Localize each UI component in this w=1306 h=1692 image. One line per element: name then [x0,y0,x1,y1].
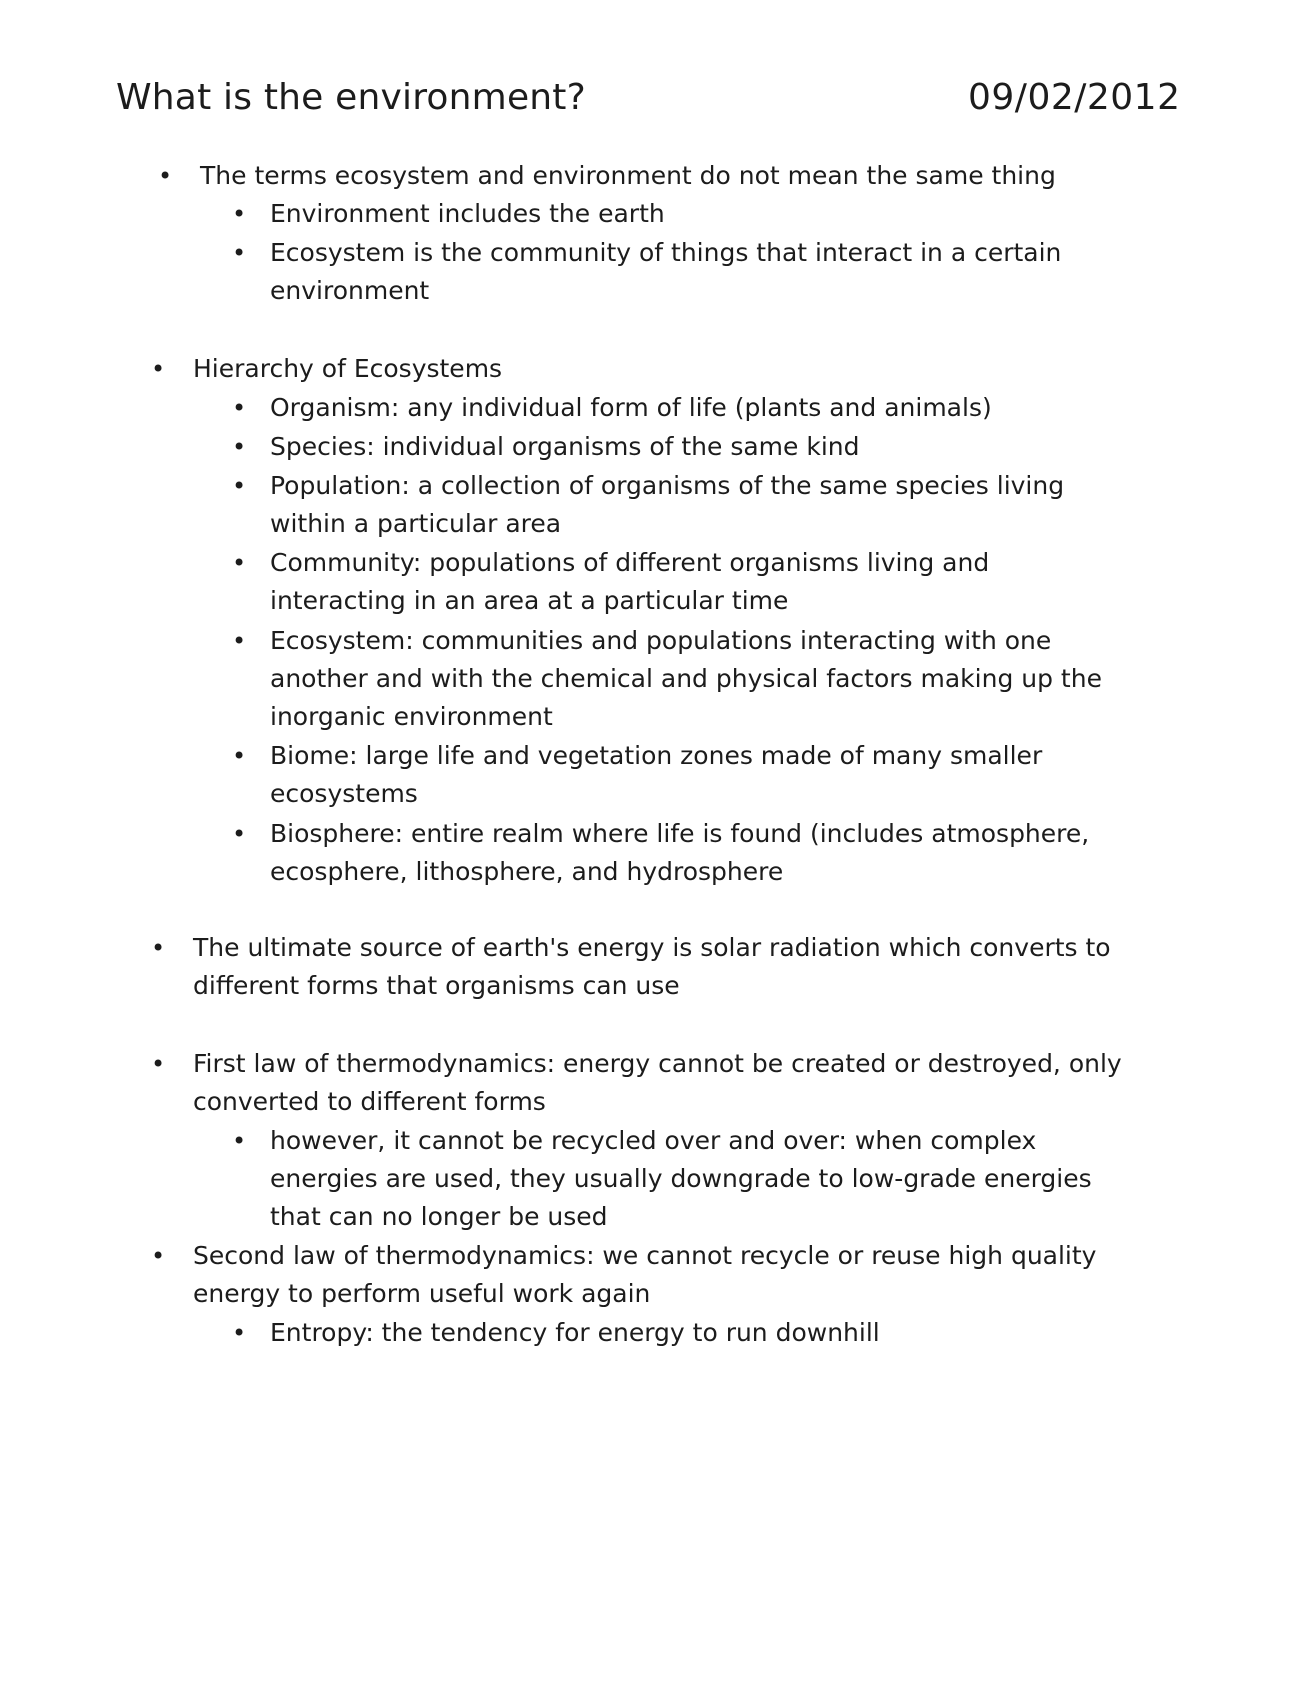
sub-bullet-text: that can no longer be used [270,1202,608,1231]
page-title: What is the environment? [116,77,586,118]
bullet-dot: • [151,355,166,383]
bullet-dot: • [232,433,247,461]
sub-bullet-text: ecosystems [270,779,418,808]
bullet-dot: • [151,1242,166,1270]
bullet-dot: • [232,627,247,655]
bullet-text: energy to perform useful work again [193,1279,651,1308]
sub-bullet-text: Ecosystem is the community of things that interact in a certain [270,238,1062,267]
bullet-dot: • [232,549,247,577]
sub-bullet-text: Biosphere: entire realm where life is found (includes atmosphere, [270,819,1090,848]
bullet-dot: • [232,820,247,848]
bullet-dot: • [232,239,247,267]
bullet-dot: • [232,394,247,422]
bullet-dot: • [232,1127,247,1155]
sub-bullet-ecosystem [232,622,1102,736]
bullet-hierarchy [151,350,503,388]
bullet-text: Second law of thermodynamics: we cannot recycle or reuse high quality [193,1241,1097,1270]
bullet-dot: • [151,1050,166,1078]
bullet-text: First law of thermodynamics: energy cannot be created or destroyed, only [193,1049,1122,1078]
bullet-second-law [151,1237,1097,1313]
sub-bullet-text: Community: populations of different organisms living and [270,548,990,577]
bullet-terms [158,157,1056,195]
sub-bullet-biosphere [232,815,1090,891]
bullet-dot: • [232,472,247,500]
bullet-dot: • [232,200,247,228]
bullet-dot: • [232,742,247,770]
sub-bullet-text: energies are used, they usually downgrade to low-grade energies [270,1164,1092,1193]
sub-bullet-text: Biome: large life and vegetation zones made of many smaller [270,741,1043,770]
sub-bullet-text: Entropy: the tendency for energy to run downhill [270,1318,880,1347]
sub-bullet-text: Population: a collection of organisms of the same species living [270,471,1065,500]
bullet-text: different forms that organisms can use [193,971,680,1000]
sub-bullet-environment [232,195,665,233]
bullet-text: The terms ecosystem and environment do not mean the same thing [200,161,1056,190]
bullet-first-law [151,1045,1122,1121]
bullet-dot: • [151,934,166,962]
sub-bullet-text: ecosphere, lithosphere, and hydrosphere [270,857,784,886]
sub-bullet-text: interacting in an area at a particular time [270,586,789,615]
sub-bullet-ecosystem-def [232,234,1062,310]
sub-bullet-text: Ecosystem: communities and populations interacting with one [270,626,1052,655]
sub-bullet-text: however, it cannot be recycled over and over: when complex [270,1126,1037,1155]
sub-bullet-entropy [232,1314,880,1352]
bullet-dot: • [158,162,173,190]
bullet-text: The ultimate source of earth's energy is solar radiation which converts to [193,933,1111,962]
sub-bullet-biome [232,737,1043,813]
page-date: 09/02/2012 [968,77,1181,118]
bullet-energy-source [151,929,1111,1005]
sub-bullet-organism [232,389,992,427]
sub-bullet-text: Species: individual organisms of the same kind [270,432,860,461]
sub-bullet-text: environment [270,276,430,305]
sub-bullet-first-law-note [232,1122,1092,1236]
sub-bullet-text: another and with the chemical and physical factors making up the [270,664,1102,693]
bullet-dot: • [232,1319,247,1347]
sub-bullet-text: Organism: any individual form of life (plants and animals) [270,393,992,422]
sub-bullet-text: Environment includes the earth [270,199,665,228]
sub-bullet-species [232,428,860,466]
sub-bullet-text: inorganic environment [270,702,553,731]
bullet-text: Hierarchy of Ecosystems [193,354,503,383]
sub-bullet-text: within a particular area [270,509,562,538]
sub-bullet-population [232,467,1065,543]
bullet-text: converted to different forms [193,1087,546,1116]
sub-bullet-community [232,544,990,620]
